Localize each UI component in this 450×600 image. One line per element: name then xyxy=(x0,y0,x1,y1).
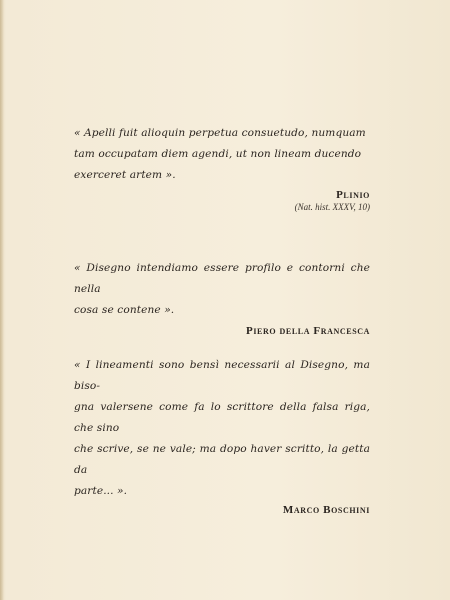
quote-author: Plinio xyxy=(336,189,370,201)
quote-author: Marco Boschini xyxy=(282,504,370,516)
quote-block-piero xyxy=(74,258,370,337)
quote-text: « I lineamenti sono bensì necessarii al Disegno, ma biso- gna valersene come fa lo scrittore della falsa riga, che sino che scrive, se ne vale; ma dopo haver scritto, la getta da parte... ». xyxy=(74,359,370,497)
quote-text: « Apelli fuit alioquin perpetua consuetudo, numquam tam occupatam diem agendi, ut non lineam ducendo exerceret artem ». xyxy=(74,127,366,181)
page-edge-shadow xyxy=(0,0,4,600)
quote-source: (Nat. hist. XXXV, 10) xyxy=(294,202,370,212)
quote-block-boschini xyxy=(74,355,370,516)
quote-text: « Disegno intendiamo essere profilo e contorni che nella cosa se contene ». xyxy=(74,262,370,316)
quote-block-plinio xyxy=(74,123,370,212)
quote-author: Piero della Francesca xyxy=(246,325,370,337)
